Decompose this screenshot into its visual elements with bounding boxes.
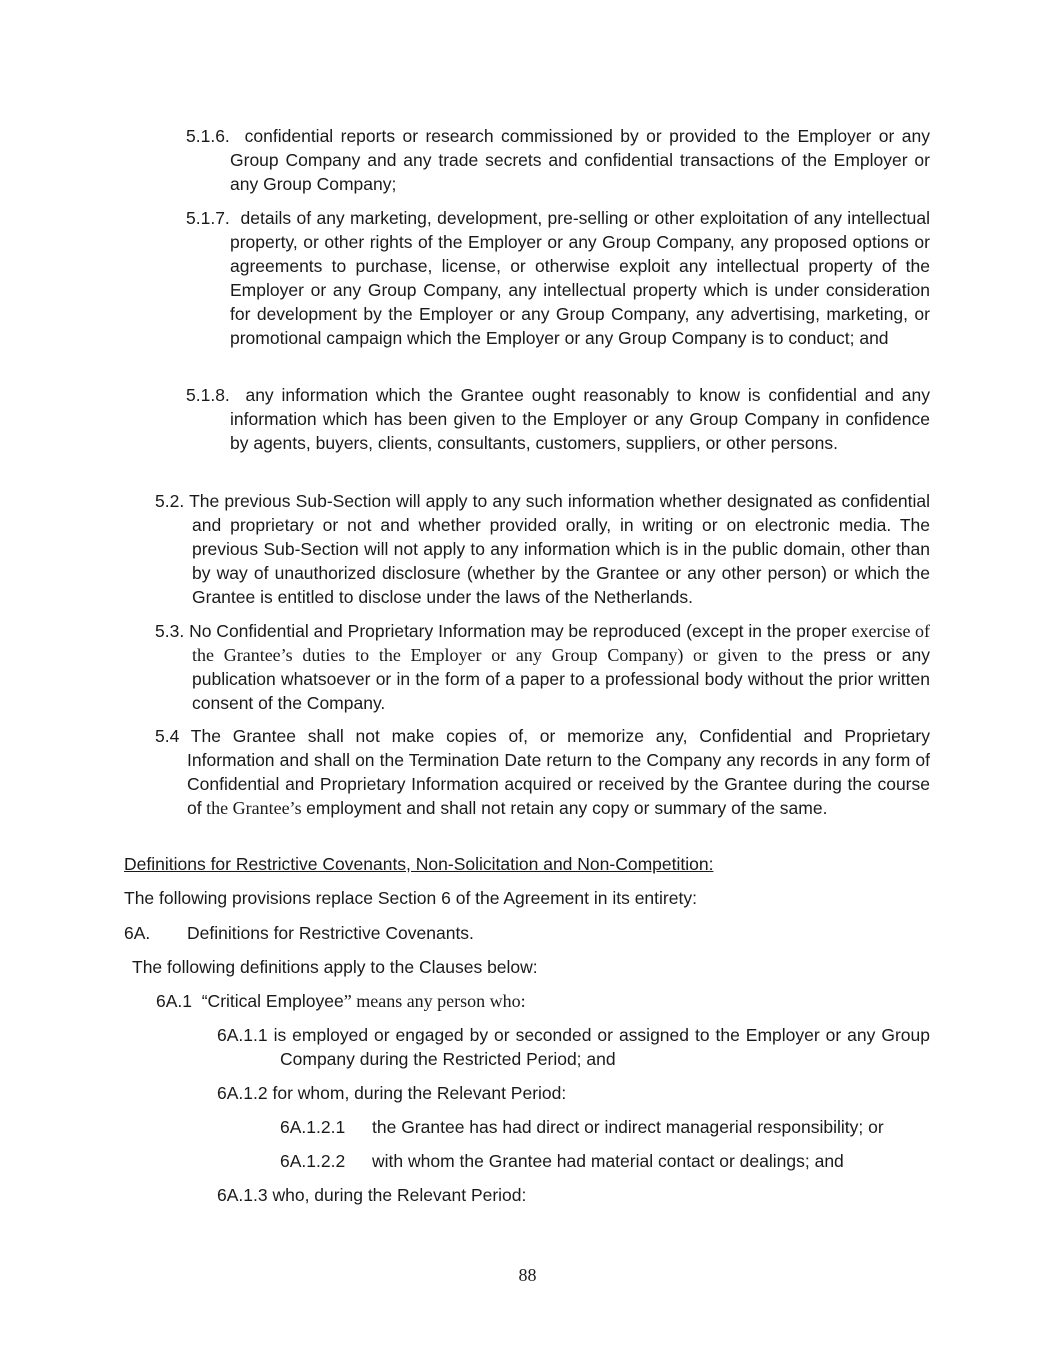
clause-number: 5.1.8. xyxy=(186,385,230,405)
definition-number: 6A.1.1 xyxy=(217,1025,268,1045)
definition-number: 6A.1.2 xyxy=(217,1083,268,1103)
clause-text-b: the Grantee’s xyxy=(201,798,307,818)
clause-text-a: The Grantee shall not make copies of, or memorize any, Confidential and Proprietary Information and shall on the Termination Date return to the Company any records in any form of Confidential and Proprietary Information acquired or received by the Grantee during the course of xyxy=(187,726,931,818)
clause-5-4 xyxy=(155,724,931,820)
definition-text: the Grantee has had direct or indirect managerial responsibility; or xyxy=(372,1117,884,1137)
definition-6a-1-1 xyxy=(217,1023,930,1071)
clause-text: any information which the Grantee ought reasonably to know is confidential and any information which has been given to the Employer or any Group Company in confidence by agents, buyers, clients, consultants, customers, suppliers, or other persons. xyxy=(230,385,930,453)
clause-text-c: employment and shall not retain any copy or summary of the same. xyxy=(306,798,828,818)
definitions-intro: The following definitions apply to the Clauses below: xyxy=(132,957,538,977)
section-number: 6A. xyxy=(124,923,151,943)
clause-text: confidential reports or research commissioned by or provided to the Employer or any Group Company and any trade secrets and confidential transactions of the Employer or any Group Company; xyxy=(230,126,930,194)
section-heading-definitions: Definitions for Restrictive Covenants, Non-Solicitation and Non-Competition: xyxy=(124,854,714,874)
clause-text-c: press or any publication whatsoever or in the form of a paper to a professional body without the prior written consent of the Company. xyxy=(192,645,930,713)
defined-term: “Critical Employee xyxy=(201,991,344,1011)
clause-text-a: No Confidential and Proprietary Information may be reproduced (except in the proper xyxy=(189,621,847,641)
definition-text: for whom, during the Relevant Period: xyxy=(272,1083,567,1103)
clause-number: 5.2. xyxy=(155,491,185,511)
clause-5-2 xyxy=(155,489,931,609)
section-title: Definitions for Restrictive Covenants. xyxy=(187,923,474,943)
definition-6a-1-3 xyxy=(217,1183,526,1207)
definition-number: 6A.1.2.2 xyxy=(280,1151,346,1171)
clause-5-1-7 xyxy=(186,206,930,350)
definition-text: ” means any person who: xyxy=(343,991,526,1011)
clause-5-3 xyxy=(155,619,930,715)
replacement-note: The following provisions replace Section 6 of the Agreement in its entirety: xyxy=(124,888,697,908)
definition-text: who, during the Relevant Period: xyxy=(272,1185,527,1205)
definition-number: 6A.1.3 xyxy=(217,1185,268,1205)
clause-number: 5.1.7. xyxy=(186,208,230,228)
definition-text: with whom the Grantee had material contact or dealings; and xyxy=(372,1151,844,1171)
clause-5-1-8 xyxy=(186,383,930,455)
definition-6a-1-2-2 xyxy=(280,1149,844,1173)
definition-number: 6A.1 xyxy=(156,991,192,1011)
definition-6a-1-2-1 xyxy=(280,1115,884,1139)
clause-number: 5.1.6. xyxy=(186,126,230,146)
clause-number: 5.3. xyxy=(155,621,185,641)
definition-number: 6A.1.2.1 xyxy=(280,1117,346,1137)
page-number: 88 xyxy=(518,1265,537,1285)
clause-5-1-6 xyxy=(186,124,930,196)
definition-text: is employed or engaged by or seconded or assigned to the Employer or any Group Company during the Restricted Period; and xyxy=(273,1025,930,1069)
definition-6a-1 xyxy=(156,989,526,1013)
clause-text-b: exercise of the Grantee’s duties to the Employer or any Group Company) or given to the xyxy=(192,621,930,665)
clause-text: details of any marketing, development, pre-selling or other exploitation of any intellectual property, or other rights of the Employer or any Group Company, any proposed options or agreements to purchase, license, or otherwise exploit any intellectual property of the Employer or any Group Company, any intellectual property which is under consideration for development by the Employer or any Group Company, any advertising, marketing, or promotional campaign which the Employer or any Group Company is to conduct; and xyxy=(230,208,930,348)
definition-6a-1-2 xyxy=(217,1081,566,1105)
section-6a xyxy=(124,921,474,945)
clause-number: 5.4 xyxy=(155,726,180,746)
clause-text: The previous Sub-Section will apply to any such information whether designated as confidential and proprietary or not and whether provided orally, in writing or on electronic media. The previous Sub-Section will not apply to any information which is in the public domain, other than by way of unauthorized disclosure (whether by the Grantee or any other person) or which the Grantee is entitled to disclose under the laws of the Netherlands. xyxy=(189,491,931,607)
